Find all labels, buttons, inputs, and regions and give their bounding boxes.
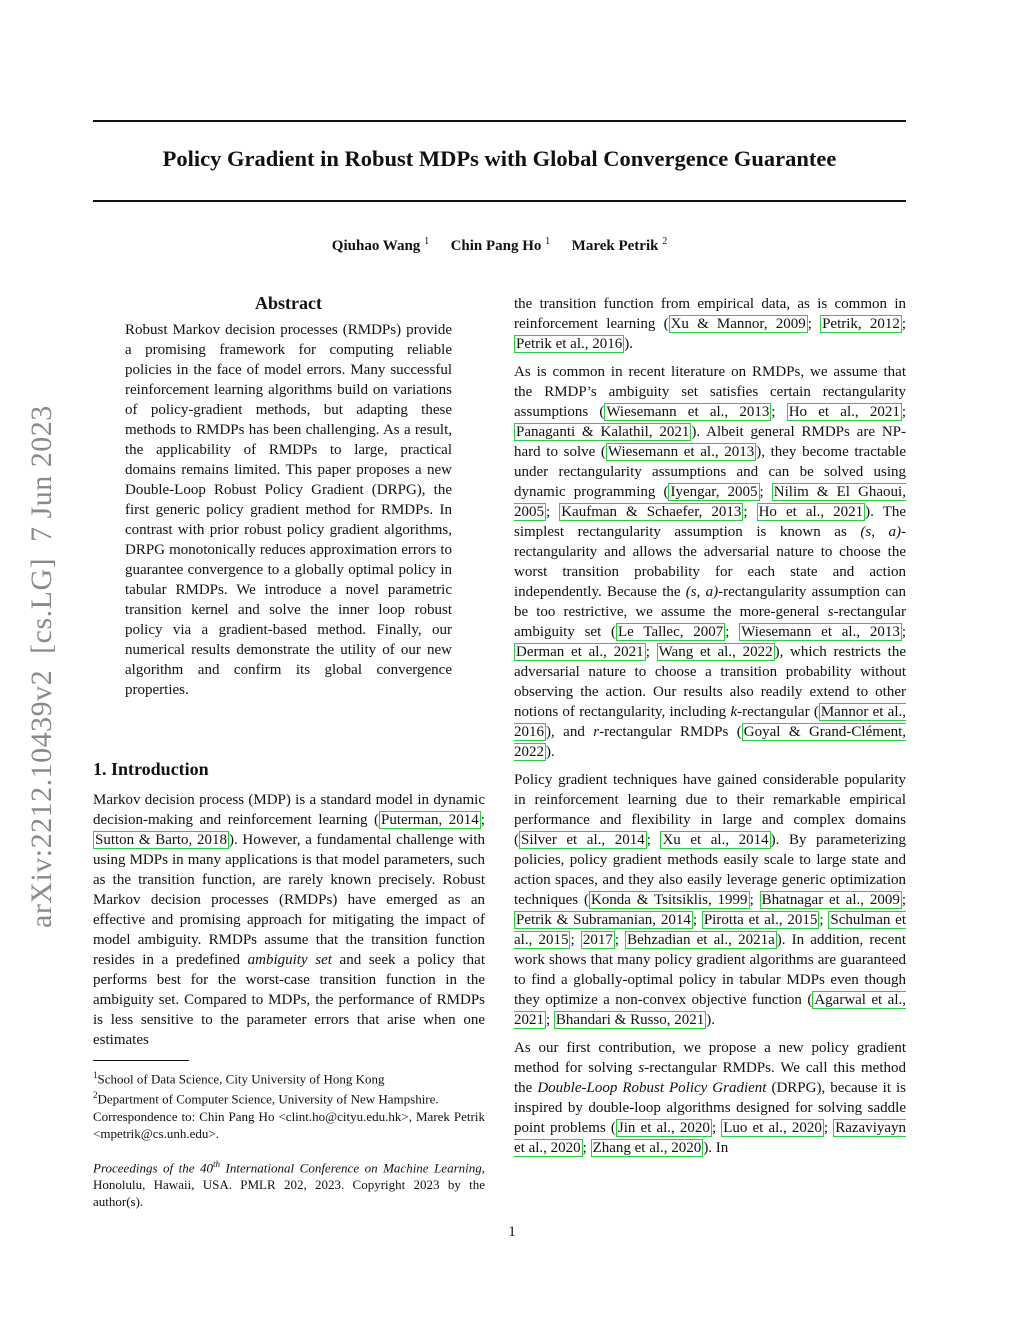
paragraph-text: and seek a policy that performs best for the worst-case transition function in the ambiguity set. Compared to MDPs, the performance of RMDPs is less sensitive to the parameter errors that arise when one estimates [93, 952, 486, 1048]
citation-link[interactable]: Le Tallec, 2007 [618, 624, 724, 640]
paragraph-text: ; [759, 484, 772, 500]
introduction-section [93, 758, 485, 1050]
citation-link[interactable]: Kaufman & Schaefer, 2013 [561, 504, 742, 520]
paragraph-text: As our first contribution, we propose a new policy gradient method for solving [514, 1040, 906, 1076]
citation-link[interactable]: Iyengar, 2005 [670, 484, 758, 500]
paragraph-text: ; [570, 932, 581, 948]
page-number: 1 [508, 1224, 516, 1240]
paragraph-text: ; [823, 1120, 834, 1136]
author-list [93, 236, 906, 255]
author-affiliation-mark: 2 [662, 236, 668, 247]
paragraph-text: ; [901, 316, 906, 332]
citation-link[interactable]: Schulman et al., 2015 [514, 912, 907, 948]
citation-link[interactable]: Xu et al., 2014 [662, 832, 769, 848]
paragraph-text: ). In [703, 1140, 729, 1156]
paragraph-text: ; [646, 832, 661, 848]
paragraph-text: Policy gradient techniques have gained considerable popularity in reinforcement learning due to their remarkable empirical performance and flexibility in large and complex domains ( [514, 772, 906, 848]
math-expression: s [827, 604, 834, 620]
correspondence-note: Correspondence to: Chin Pang Ho <clint.ho@cityu.edu.hk>, Marek Petrik <mpetrik@cs.unh.edu>. [93, 1108, 485, 1141]
abstract-text: Robust Markov decision processes (RMDPs) provide a promising framework for computing reliable policies in the face of model errors. Many successful reinforcement learning algorithms build on variations of policy-gradient methods, but adapting these methods to RMDPs has been challenging. As a result, the applicability of RMDPs to large, practical domains remains limited. This paper proposes a new Double-Loop Robust Policy Gradient (DRPG), the first generic policy gradient method for RMDPs. In contrast with prior robust policy gradient algorithms, DRPG monotonically reduces approximation errors to guarantee convergence to a globally optimal policy in tabular RMDPs. We introduce a novel parametric transition kernel and solve the inner loop robust policy via a gradient-based method. Finally, our numerical results demonstrate the utility of our new algorithm and confirm its global convergence properties. [125, 322, 452, 698]
proceedings-ordinal: th [213, 1158, 221, 1169]
math-expression: (s, a) [685, 584, 719, 600]
paragraph-text: ; [614, 932, 626, 948]
citation-link[interactable]: Panaganti & Kalathil, 2021 [516, 424, 690, 440]
emphasis-text: ambiguity set [247, 952, 332, 968]
paragraph-text: ; [749, 892, 760, 908]
paragraph-text: (DRPG), because it is inspired by double-loop algorithms designed for solving saddle point problems ( [514, 1080, 907, 1136]
abstract-section [125, 292, 452, 700]
citation-link[interactable]: Bhandari & Russo, 2021 [555, 1012, 705, 1028]
paragraph-text: ). [706, 1012, 716, 1028]
paragraph-text: ). In addition, recent work shows that many policy gradient algorithms are guaranteed to find a globally-optimal policy in tabular MDPs even though they optimize a non-convex objective function ( [514, 932, 906, 1008]
paragraph-text: ). [624, 336, 633, 352]
proceedings-italic: International Conference on Machine Learning [220, 1159, 482, 1175]
paragraph-text: the transition function from empirical data, as is common in reinforcement learning ( [514, 296, 906, 332]
paragraph-text: As is common in recent literature on RMDPs, we assume that the RMDP’s ambiguity set satisfies certain rectangularity assumptions ( [514, 364, 906, 420]
title-bottom-rule [93, 200, 906, 202]
author-name: Chin Pang Ho [450, 238, 542, 254]
paragraph-text: ; [819, 912, 829, 928]
paragraph-text: ), they become tractable under rectangularity assumptions and can be solved using dynamic programming ( [514, 444, 906, 500]
paragraph-text: -rectangularity assumption can be too restrictive, we assume the more-general [514, 584, 907, 620]
paragraph [514, 362, 906, 762]
citation-link[interactable]: Ho et al., 2021 [788, 404, 900, 420]
paragraph-text: ). However, a fundamental challenge with using MDPs in many applications is that model parameters, such as the transition function, are rarely known precisely. Robust Markov decision processes (RMDPs) have emerged as an effective and promising approach for mitigating the impact of model ambiguity. RMDPs assume that the transition function resides in a predefined [93, 832, 485, 968]
footnotes [93, 1060, 485, 1210]
citation-link[interactable]: Pirotta et al., 2015 [703, 912, 818, 928]
paragraph-text: ; [711, 1120, 722, 1136]
citation-link[interactable]: Zhang et al., 2020 [592, 1140, 702, 1156]
paper-title: Policy Gradient in Robust MDPs with Global Convergence Guarantee [162, 146, 837, 171]
paragraph-text: ; [582, 1140, 591, 1156]
paragraph-text: -rectangular ( [737, 704, 819, 720]
abstract-heading: Abstract [255, 293, 322, 313]
paragraph-text: ; [807, 316, 821, 332]
citation-link[interactable]: Wiesemann et al., 2013 [606, 404, 770, 420]
emphasis-text: Double-Loop Robust Policy Gradient [537, 1080, 767, 1096]
footnote-rule [93, 1060, 189, 1061]
citation-link[interactable]: Behzadian et al., 2021a [627, 932, 775, 948]
paragraph-text: Markov decision process (MDP) is a standard model in dynamic decision-making and reinforcement learning ( [93, 792, 485, 828]
proceedings-note [93, 1156, 485, 1210]
paragraph-text: ; [771, 404, 787, 420]
math-expression: (s, a) [860, 524, 902, 540]
footnote-affiliation-1 [93, 1067, 485, 1087]
paragraph-text: ; [546, 1012, 554, 1028]
citation-link[interactable]: 2017 [582, 932, 613, 948]
paragraph-text: -rectangular ambiguity set ( [514, 604, 906, 640]
citation-link[interactable]: Petrik, 2012 [822, 316, 900, 332]
math-expression: s [638, 1060, 645, 1076]
citation-link[interactable]: Razaviyayn et al., 2020 [514, 1120, 907, 1156]
paragraph-text: ). [546, 744, 555, 760]
paragraph-text: ), and [546, 724, 594, 740]
citation-link[interactable]: Agarwal et al., 2021 [514, 992, 906, 1028]
author-name: Marek Petrik [571, 238, 659, 254]
footnote-mark: 2 [93, 1090, 98, 1101]
paragraph [514, 770, 906, 1030]
paragraph-text: ; [725, 624, 740, 640]
paragraph-text: ), which restricts the adversarial nature to choose a transition probability without observing the action. Our results also readily extend to other notions of rectangularity, including [514, 644, 907, 720]
citation-link[interactable]: Mannor et al., 2016 [514, 704, 907, 740]
footnote-text: Department of Computer Science, University of New Hampshire. [97, 1091, 439, 1107]
citation-link[interactable]: Nilim & El Ghaoui, 2005 [514, 484, 906, 520]
paragraph-text: ). The simplest rectangularity assumption is known as [514, 504, 906, 540]
paragraph-text: ; [901, 624, 907, 640]
paragraph [514, 1038, 906, 1158]
paragraph-text: -rectangularity and allows the adversarial nature to choose the worst transition probability for each state and action independently. Because the [514, 524, 907, 600]
section-heading: 1. Introduction [93, 759, 209, 779]
footnote-mark: 1 [93, 1070, 98, 1080]
paragraph-text: ; [546, 504, 560, 520]
arxiv-identifier-stamp: arXiv:2212.10439v2 [cs.LG] 7 Jun 2023 [25, 405, 58, 928]
paragraph-text: ; [645, 644, 657, 660]
citation-link[interactable]: Goyal & Grand-Clément, 2022 [514, 724, 906, 760]
right-column [514, 294, 906, 1158]
citation-link[interactable]: Puterman, 2014 [381, 812, 479, 828]
citation-link[interactable]: Derman et al., 2021 [516, 644, 644, 660]
math-expression: r [593, 724, 600, 740]
citation-link[interactable]: Sutton & Barto, 2018 [95, 832, 227, 848]
math-expression: k [730, 704, 738, 720]
paragraph-text: ; [901, 404, 906, 420]
proceedings-number: 40 [200, 1159, 214, 1175]
citation-link[interactable]: Luo et al., 2020 [723, 1120, 822, 1136]
paragraph-text: ; [692, 912, 702, 928]
citation-link[interactable]: Ho et al., 2021 [758, 504, 864, 520]
citation-link[interactable]: Wiesemann et al., 2013 [741, 624, 900, 640]
citation-link[interactable]: Konda & Tsitsiklis, 1999 [590, 892, 748, 908]
intro-paragraph [93, 790, 485, 1050]
paragraph-text: ). By parameterizing policies, policy gradient methods easily scale to large state and action spaces, and they also easily leverage generic optimization techniques ( [514, 832, 907, 908]
citation-link[interactable]: Wiesemann et al., 2013 [607, 444, 755, 460]
citation-link[interactable]: Petrik et al., 2016 [516, 336, 623, 352]
proceedings-text: , Honolulu, Hawaii, USA. PMLR 202, 2023. Copyright 2023 by the author(s). [93, 1159, 485, 1209]
citation-link[interactable]: Jin et al., 2020 [617, 1120, 710, 1136]
citation-link[interactable]: Xu & Mannor, 2009 [670, 316, 806, 332]
paragraph-text: -rectangular RMDPs ( [599, 724, 742, 740]
paragraph-text: ; [901, 892, 907, 908]
citation-link[interactable]: Bhatnagar et al., 2009 [761, 892, 900, 908]
paragraph-text: -rectangular RMDPs. We call this method the [514, 1060, 906, 1096]
author-name: Qiuhao Wang [331, 238, 421, 254]
footnote-affiliation-2 [93, 1087, 485, 1107]
citation-link[interactable]: Petrik & Subramanian, 2014 [516, 912, 691, 928]
citation-link[interactable]: Wang et al., 2022 [658, 644, 773, 660]
author-affiliation-mark: 1 [545, 236, 551, 247]
paragraph-text: ; [743, 504, 757, 520]
paragraph [514, 294, 906, 354]
paragraph-text: ; [480, 812, 485, 828]
footnote-text: School of Data Science, City University of Hong Kong [97, 1071, 385, 1087]
top-rule [93, 120, 906, 122]
paragraph-text: ). Albeit general RMDPs are NP-hard to solve ( [514, 424, 906, 460]
citation-link[interactable]: Silver et al., 2014 [521, 832, 645, 848]
author-affiliation-mark: 1 [424, 236, 430, 247]
proceedings-italic: Proceedings of the [93, 1159, 201, 1175]
